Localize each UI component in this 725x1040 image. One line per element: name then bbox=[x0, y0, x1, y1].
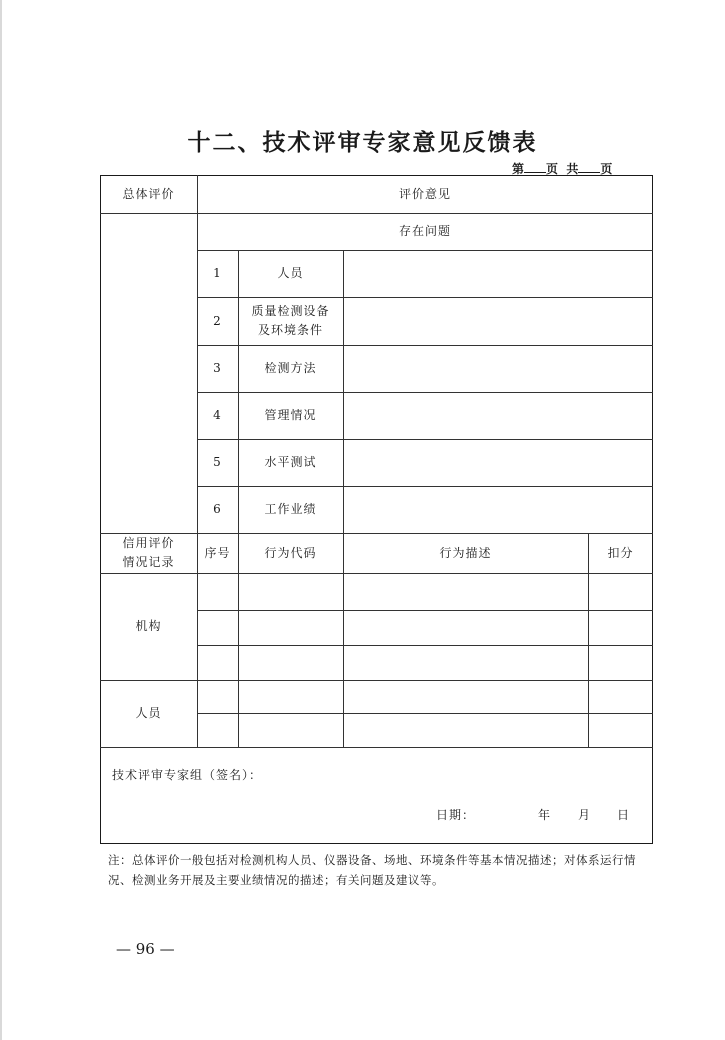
institution-label: 机构 bbox=[135, 619, 162, 633]
page-indicator-gong: 共 bbox=[566, 162, 579, 176]
overall-header: 总体评价 bbox=[122, 186, 175, 201]
page-indicator-di: 第 bbox=[512, 162, 525, 176]
issue-num: 3 bbox=[213, 361, 222, 375]
issues-header: 存在问题 bbox=[398, 224, 451, 238]
personnel-label: 人员 bbox=[135, 706, 162, 720]
page-number: — 96 — bbox=[116, 940, 175, 958]
page-blank-current bbox=[524, 160, 546, 173]
credit-col-seq: 序号 bbox=[204, 545, 231, 560]
credit-col-code: 行为代码 bbox=[264, 545, 317, 560]
credit-col-description: 行为描述 bbox=[439, 545, 492, 560]
issue-num: 4 bbox=[213, 408, 222, 422]
row-line bbox=[197, 645, 653, 646]
issue-num: 5 bbox=[213, 455, 222, 469]
credit-col-deduction: 扣分 bbox=[607, 545, 634, 560]
row-line bbox=[100, 747, 653, 748]
date-year: 年 bbox=[538, 808, 552, 822]
credit-label: 信用评价 情况记录 bbox=[122, 536, 175, 569]
issue-label-management: 管理情况 bbox=[264, 408, 317, 422]
issue-label-method: 检测方法 bbox=[264, 361, 317, 375]
page-indicator-ye: 页 bbox=[546, 162, 559, 176]
date-label: 日期： bbox=[436, 808, 476, 822]
page-blank-total bbox=[578, 160, 600, 173]
date-day: 日 bbox=[617, 808, 631, 822]
issue-num: 1 bbox=[213, 266, 222, 280]
signature-label: 技术评审专家组（签名）： bbox=[112, 768, 263, 782]
issue-label-performance: 工作业绩 bbox=[264, 502, 317, 516]
issue-num: 6 bbox=[213, 502, 222, 516]
page-indicator-ye-total: 页 bbox=[600, 162, 613, 176]
row-line bbox=[197, 610, 653, 611]
col-line bbox=[343, 250, 344, 747]
footnote: 注：总体评价一般包括对检测机构人员、仪器设备、场地、环境条件等基本情况描述；对体系运行情况、检测业务开展及主要业绩情况的描述；有关问题及建议等。 bbox=[108, 853, 636, 887]
opinion-header: 评价意见 bbox=[398, 186, 451, 201]
issue-label-equipment: 质量检测设备 及环境条件 bbox=[251, 304, 330, 337]
date-month: 月 bbox=[578, 808, 592, 822]
form-title: 十二、技术评审专家意见反馈表 bbox=[187, 129, 538, 156]
issue-label-level-test: 水平测试 bbox=[264, 455, 317, 469]
issue-label-personnel: 人员 bbox=[277, 266, 304, 280]
row-line bbox=[197, 713, 653, 714]
issue-num: 2 bbox=[213, 313, 222, 328]
